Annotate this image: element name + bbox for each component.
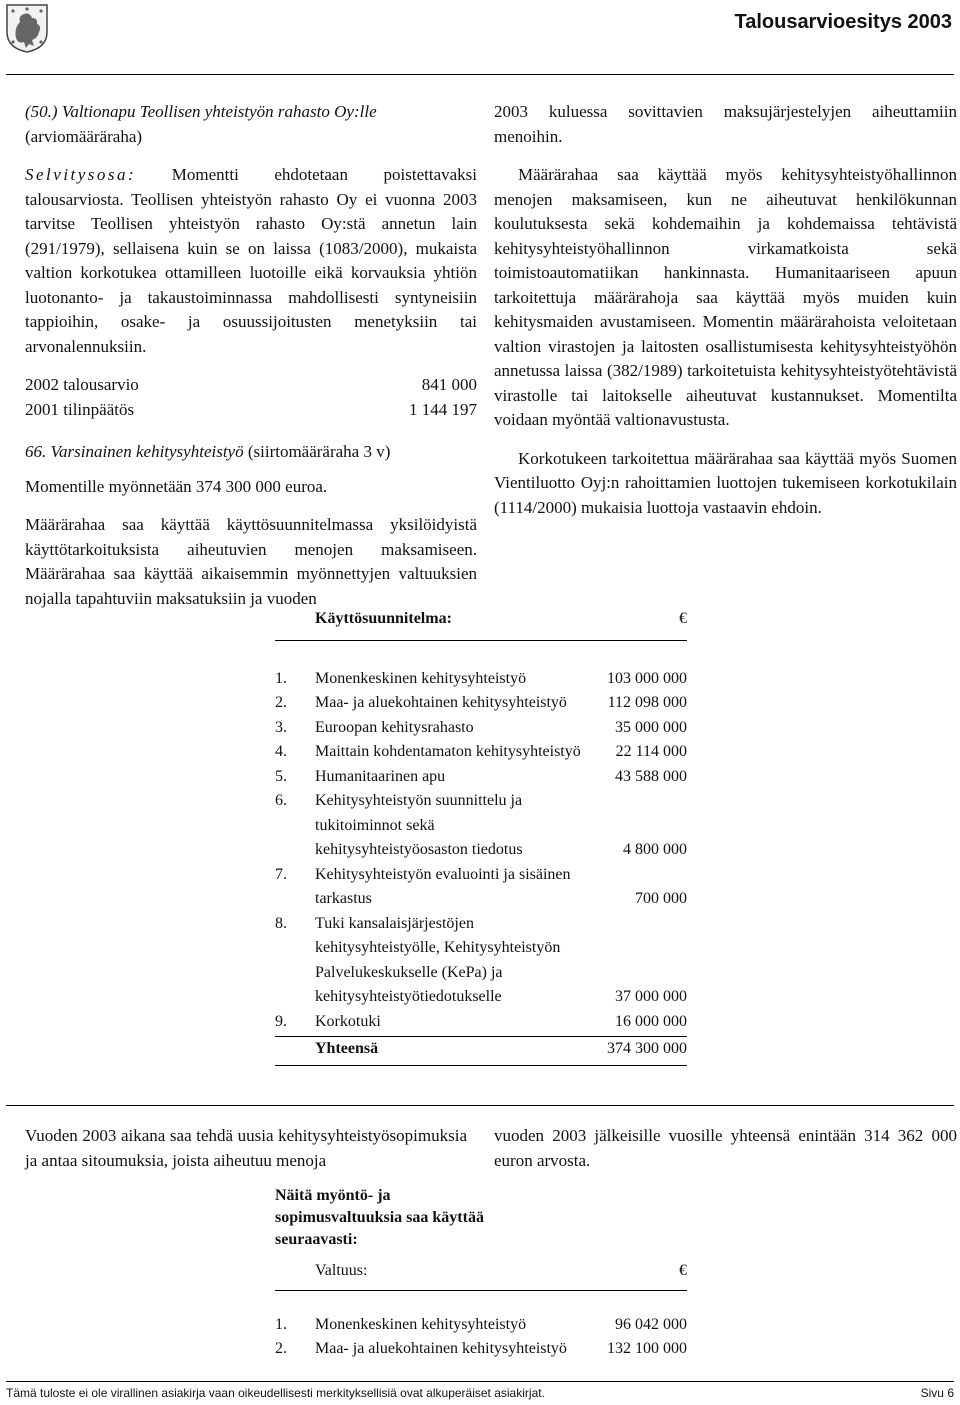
lower-left-paragraph: Vuoden 2003 aikana saa tehdä uusia kehitysyhteistyösopimuksia ja antaa sitoumuksia, joista aiheutuu menoja [25,1126,467,1170]
authority-row-label: Maa- ja aluekohtainen kehitysyhteistyö [315,1340,567,1357]
lower-right-text [494,1124,957,1173]
section-title: (50.) Valtionapu Teollisen yhteistyön rahasto Oy:lle [25,102,377,121]
authority-rows [275,1313,687,1362]
usage-plan-rows [275,667,687,1035]
usage-plan-row-label: Kehitysyhteistyön evaluointi ja sisäinen tarkastus [315,865,571,907]
authority-table [275,1185,687,1362]
authority-row-number: 2. [275,1340,287,1357]
usage-plan-header-rule [275,640,687,641]
section-rule [6,1105,954,1106]
usage-plan-row-number: 3. [275,718,287,736]
authority-heading: Valtuus: [315,1262,368,1279]
item66-type: (siirtomääräraha 3 v) [247,442,391,461]
left-column [25,100,477,611]
usage-plan-row-value: 700 000 [635,890,687,907]
usage-plan-table [275,607,687,1066]
authority-row [275,1337,687,1362]
usage-plan-row [275,716,687,741]
figure-value: 841 000 [421,375,477,394]
header-rule [6,74,954,75]
finnish-lion-coat-of-arms-icon [4,2,50,54]
footer-disclaimer: Tämä tuloste ei ole virallinen asiakirja vaan oikeudellisesti merkityksellisiä ovat alkuperäiset asiakirjat. [6,1386,545,1400]
figure-value: 1 144 197 [409,399,477,419]
usage-plan-row-value: 4 800 000 [623,841,687,858]
document-title: Talousarvioesitys 2003 [734,11,952,33]
usage-plan-row-number: 9. [275,1012,287,1030]
authority-row-number: 1. [275,1315,287,1333]
usage-plan-total-label: Yhteensä [315,1040,379,1057]
page-number: Sivu 6 [920,1386,954,1400]
footer-rule [6,1381,954,1382]
authority-row [275,1313,687,1338]
right-column [494,100,957,520]
authority-header-rule [275,1290,687,1291]
figure-row [25,398,477,423]
section-subtitle: (arviomääräraha) [25,126,143,146]
usage-plan-currency: € [679,610,687,627]
right-para-1: 2003 kuluessa sovittavien maksujärjestelyjen aiheuttamiin menoihin. [494,102,957,146]
usage-plan-row-label: Monenkeskinen kehitysyhteistyö [315,669,527,687]
figure-row [25,373,477,398]
right-para-2: Määrärahaa saa käyttää myös kehitysyhteistyöhallinnon menojen maksamiseen, kun ne aiheutuvat henkilökunnan koulutuksesta sekä kohdemaihin ja kohdemaissa tehtävistä kehitysyhteistyöhallinnon virkamatkoista sekä toimistoautomatiikan hankinnasta. Humanitaariseen apuun tarkoitettuja määrärahoja saa käyttää myös muiden kuin kehitysmaiden avustamiseen. Momentin määrärahoista veloitetaan valtion virastojen ja laitosten osallistumisesta kehitysyhteistyöhön annetussa laissa (382/1989) tarkoitetuista kehitysyhteistyötehtävistä virastolle tai laitokselle aiheutuvat kustannukset. Momentilta voidaan myöntää valtionavustusta. [494,165,957,429]
authority-row-value: 132 100 000 [607,1340,687,1357]
usage-plan-row-value: 43 588 000 [615,767,687,785]
usage-plan-row-number: 1. [275,669,287,687]
usage-plan-row-value: 35 000 000 [615,718,687,736]
selvitysosa-label: Selvitysosa: [25,165,137,184]
item66-number: 66. [25,442,47,461]
usage-plan-row-value: 103 000 000 [607,669,687,687]
authority-currency: € [679,1262,687,1279]
usage-plan-row-label: Maittain kohdentamaton kehitysyhteistyö [315,743,581,760]
usage-plan-row-label: Tuki kansalaisjärjestöjen kehitysyhteistyölle, Kehitysyhteistyön Palvelukeskukselle (KePa) ja kehitysyhteistyötiedotukselle [315,914,561,1005]
usage-plan-row [275,1010,687,1035]
usage-plan-row-number: 5. [275,767,287,785]
usage-plan-row [275,863,687,912]
usage-plan-total-row [275,1037,687,1062]
item66-grant: Momentille myönnetään 374 300 000 euroa. [25,476,328,496]
lower-right-paragraph: vuoden 2003 jälkeisille vuosille yhteensä enintään 314 362 000 euron arvosta. [494,1126,957,1170]
usage-plan-row-number: 7. [275,865,287,883]
usage-plan-row [275,912,687,1010]
usage-plan-row [275,765,687,790]
item66-heading [25,440,477,465]
usage-plan-row-label: Maa- ja aluekohtainen kehitysyhteistyö [315,694,567,711]
usage-plan-row-label: Humanitaarinen apu [315,767,446,785]
authority-header [275,1259,687,1290]
usage-plan-row-number: 6. [275,792,287,809]
figures-block [25,373,477,422]
authority-row-value: 96 042 000 [615,1315,687,1333]
figure-label: 2002 talousarvio [25,375,139,394]
item66-text: Määrärahaa saa käyttää käyttösuunnitelmassa yksilöidyistä käyttötarkoituksista aiheutuvien menojen maksamiseen. Määrärahaa saa käyttää aikaisemmin myönnettyjen valtuuksien nojalla tapahtuviin maksatuksiin ja vuoden [25,515,477,608]
usage-plan-row-label: Euroopan kehitysrahasto [315,718,474,736]
usage-plan-row [275,740,687,765]
selvitysosa-text: Momentti ehdotetaan poistettavaksi talousarviosta. Teollisen yhteistyön rahasto Oy ei vuonna 2003 tarvitse Teollisen yhteistyön rahasto Oy:stä annetun lain (291/1979), sellaisena kuin se on laissa (1083/2000), mukaista valtion korkotukea ottamilleen luotoille eikä korvauksia yhtiön luotonanto- ja takaustoiminnassa mahdollisesti syntyneisiin tappioihin, osake- ja osuussijoitusten menetyksiin tai arvonalennuksiin. [25,165,477,356]
usage-plan-row-number: 4. [275,743,287,760]
right-para-3: Korkotukeen tarkoitettua määrärahaa saa käyttää myös Suomen Vientiluotto Oyj:n rahoittamien luottojen tukemiseen korkotukilain (1114/2000) mukaisia luottoja vastaavin ehdoin. [494,448,957,517]
lower-left-text [25,1124,467,1173]
usage-plan-row-label: Korkotuki [315,1012,381,1030]
footer [6,1385,954,1401]
usage-plan-row-value: 16 000 000 [615,1012,687,1030]
usage-plan-row [275,691,687,716]
item66-title: Varsinainen kehitysyhteistyö [50,442,244,461]
usage-plan-row-value: 37 000 000 [615,988,687,1005]
usage-plan-row-number: 2. [275,694,287,711]
usage-plan-row-number: 8. [275,914,287,932]
figure-label: 2001 tilinpäätös [25,399,135,419]
usage-plan-row-label: Kehitysyhteistyön suunnittelu ja tukitoiminnot sekä kehitysyhteistyöosaston tiedotus [315,792,523,858]
usage-plan-row-value: 112 098 000 [607,694,687,711]
authority-row-label: Monenkeskinen kehitysyhteistyö [315,1315,527,1333]
usage-plan-header [275,607,687,640]
usage-plan-heading: Käyttösuunnitelma: [315,610,452,627]
selvitysosa-paragraph [25,163,477,359]
usage-plan-row [275,789,687,863]
authority-intro: Näitä myöntö- ja sopimusvaltuuksia saa käyttää seuraavasti: [275,1187,484,1248]
usage-plan-row-value: 22 114 000 [615,743,687,760]
usage-plan-total-value: 374 300 000 [607,1040,687,1057]
usage-plan-row [275,667,687,692]
